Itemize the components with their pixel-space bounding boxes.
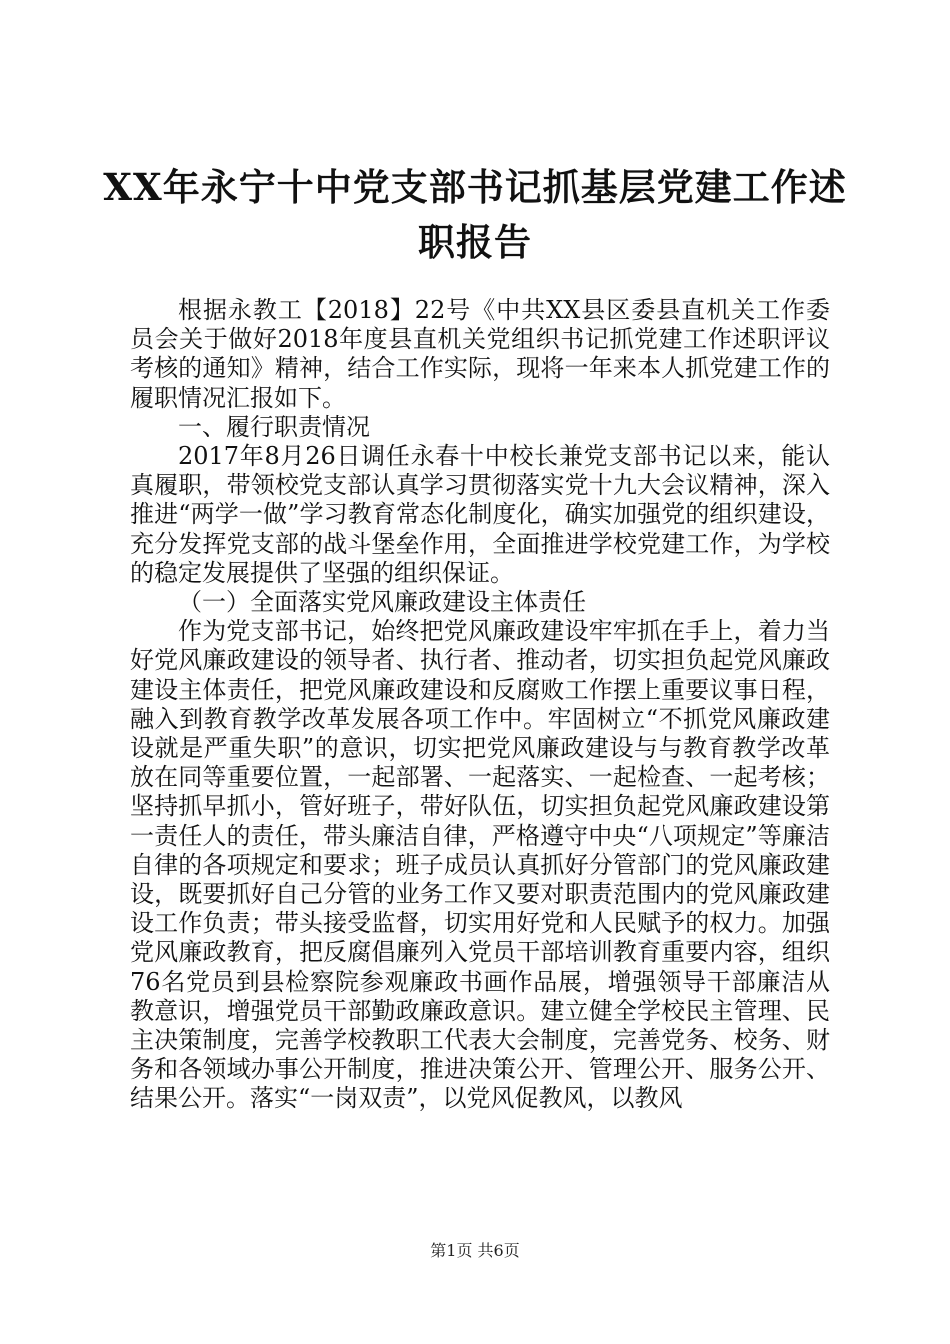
intro-paragraph: 根据永教工【2018】22号《中共XX县区委县直机关工作委员会关于做好2018年度县直机关党组织书记抓党建工作述职评议考核的通知》精神，结合工作实际，现将一年来本人抓党建工作的履职情况汇报如下。	[130, 296, 830, 412]
section-heading: 一、履行职责情况	[178, 412, 370, 441]
body-paragraph: 作为党支部书记，始终把党风廉政建设牢牢抓在手上，着力当好党风廉政建设的领导者、执行者、推动者，切实担负起党风廉政建设主体责任，把党风廉政建设和反腐败工作摆上重要议事日程，融入到教育教学改革发展各项工作中。牢固树立“不抓党风廉政建设就是严重失职”的意识，切实把党风廉政建设与与教育教学改革放在同等重要位置，一起部署、一起落实、一起检查、一起考核；坚持抓早抓小，管好班子，带好队伍，切实担负起党风廉政建设第一责任人的责任，带头廉洁自律，严格遵守中央“八项规定”等廉洁自律的各项规定和要求；班子成员认真抓好分管部门的党风廉政建设，既要抓好自己分管的业务工作又要对职责范围内的党风廉政建设工作负责；带头接受监督，切实用好党和人民赋予的权力。加强党风廉政教育，把反腐倡廉列入党员干部培训教育重要内容，组织76名党员到县检察院参观廉政书画作品展，增强领导干部廉洁从教意识，增强党员干部勤政廉政意识。建立健全学校民主管理、民主决策制度，完善学校教职工代表大会制度，完善党务、校务、财务和各领域办事公开制度，推进决策公开、管理公开、服务公开、结果公开。落实“一岗双责”，以党风促教风，以教风	[130, 617, 830, 1113]
document-title-line-1: XX年永宁十中党支部书记抓基层党建工作述	[103, 165, 847, 209]
subsection-heading: （一）全面落实党风廉政建设主体责任	[178, 588, 586, 617]
document-body	[130, 296, 830, 1114]
body-paragraph: 2017年8月26日调任永春十中校长兼党支部书记以来，能认真履职，带领校党支部认真学习贯彻落实党十九大会议精神，深入推进“两学一做”学习教育常态化制度化，确实加强党的组织建设，充分发挥党支部的战斗堡垒作用，全面推进学校党建工作，为学校的稳定发展提供了坚强的组织保证。	[130, 442, 830, 587]
document-title-line-2: 职报告	[418, 220, 532, 264]
page-number-footer: 第1页 共6页	[430, 1241, 520, 1260]
